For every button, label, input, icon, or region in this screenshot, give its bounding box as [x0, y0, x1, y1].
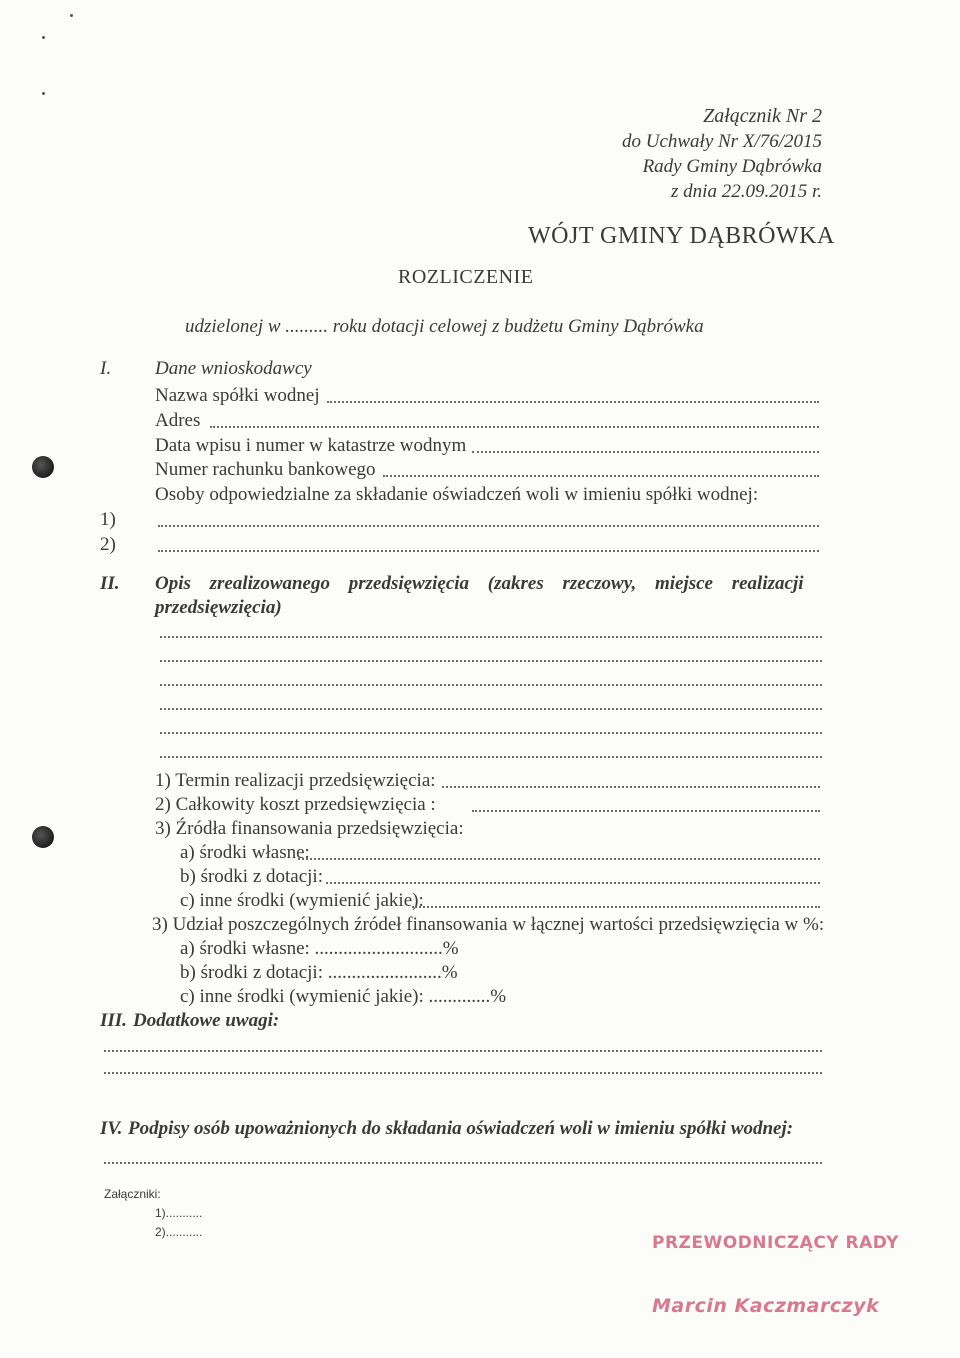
scan-speck: [42, 36, 45, 39]
share-own-funds: a) środki własne: ...........................%: [180, 938, 459, 959]
section-2-heading-line-2: przedsięwzięcia): [155, 597, 282, 618]
field-responsible-persons: Osoby odpowiedzialne za składanie oświadczeń woli w imieniu spółki wodnej:: [155, 484, 759, 505]
field-company-name-dots: [327, 401, 819, 403]
source-own-funds: a) środki własne:: [180, 842, 310, 863]
document-title: ROZLICZENIE: [398, 266, 534, 288]
annex-line-1: Załącznik Nr 2: [703, 105, 822, 127]
remarks-line: [104, 1050, 822, 1052]
section-1-number: I.: [100, 358, 112, 379]
source-subsidy-dots: [326, 882, 820, 884]
item-funding-sources: 3) Źródła finansowania przedsięwzięcia:: [155, 818, 464, 839]
field-register-entry-dots: [472, 451, 819, 453]
scan-speck: [42, 92, 45, 95]
description-line: [160, 684, 822, 686]
attachment-1: 1)...........: [155, 1206, 203, 1220]
description-line: [160, 708, 822, 710]
chairman-stamp-name: Marcin Kaczmarczyk: [652, 1295, 880, 1317]
subtitle-part-1: udzielonej w: [185, 316, 286, 337]
annex-line-2: do Uchwały Nr X/76/2015: [621, 131, 822, 152]
share-heading: 3) Udział poszczególnych źródeł finansowania w łącznej wartości przedsięwzięcia w %:: [152, 914, 825, 935]
authority-heading: WÓJT GMINY DĄBRÓWKA: [528, 223, 835, 249]
source-subsidy: b) środki z dotacji:: [180, 866, 323, 887]
attachments-label: Załączniki:: [104, 1187, 161, 1201]
field-company-name: Nazwa spółki wodnej: [155, 385, 320, 406]
source-other-dots: [412, 906, 820, 908]
description-line: [160, 636, 822, 638]
source-own-funds-dots: [298, 858, 820, 860]
section-4-number: IV.: [100, 1118, 123, 1139]
description-line: [160, 756, 822, 758]
person-2-number: 2): [100, 534, 116, 555]
signature-line: [104, 1162, 822, 1164]
description-line: [160, 660, 822, 662]
field-register-entry: Data wpisu i numer w katastrze wodnym: [155, 435, 467, 456]
subtitle-dots: .........: [285, 316, 329, 337]
document-subtitle: [185, 316, 704, 338]
source-other: c) inne środki (wymienić jakie):: [180, 890, 424, 911]
description-line: [160, 732, 822, 734]
item-total-cost-dots: [472, 810, 820, 812]
annex-line-4: z dnia 22.09.2015 r.: [671, 181, 822, 202]
section-2-heading-line-1: Opis zrealizowanego przedsięwzięcia (zakres rzeczowy, miejsce realizacji: [155, 573, 804, 594]
section-2-number: II.: [100, 573, 120, 594]
person-1-dots: [158, 525, 819, 527]
chairman-stamp-title: PRZEWODNICZĄCY RADY: [652, 1233, 899, 1253]
share-subsidy: b) środki z dotacji: ........................%: [180, 962, 458, 983]
subtitle-part-2: roku dotacji celowej z budżetu Gminy Dąbrówka: [328, 316, 704, 337]
item-deadline-dots: [442, 786, 820, 788]
section-1-heading: Dane wnioskodawcy: [155, 358, 312, 379]
person-2-dots: [158, 550, 819, 552]
section-3-number: III.: [100, 1010, 127, 1031]
field-bank-account: Numer rachunku bankowego: [155, 459, 376, 480]
field-bank-account-dots: [383, 475, 819, 477]
attachment-2: 2)...........: [155, 1225, 203, 1239]
annex-line-3: Rady Gminy Dąbrówka: [642, 156, 822, 177]
remarks-line: [104, 1072, 822, 1074]
punch-hole-top: [32, 456, 54, 478]
share-other: c) inne środki (wymienić jakie): .............%: [180, 986, 507, 1007]
scan-speck: [70, 14, 73, 17]
field-address-dots: [210, 426, 819, 428]
punch-hole-bottom: [32, 826, 54, 848]
item-total-cost: 2) Całkowity koszt przedsięwzięcia :: [155, 794, 436, 815]
field-address: Adres: [155, 410, 201, 431]
section-3-heading: Dodatkowe uwagi:: [133, 1010, 280, 1031]
section-4-heading: Podpisy osób upoważnionych do składania oświadczeń woli w imieniu spółki wodnej:: [128, 1118, 794, 1139]
item-deadline: 1) Termin realizacji przedsięwzięcia:: [155, 770, 436, 791]
person-1-number: 1): [100, 509, 116, 530]
